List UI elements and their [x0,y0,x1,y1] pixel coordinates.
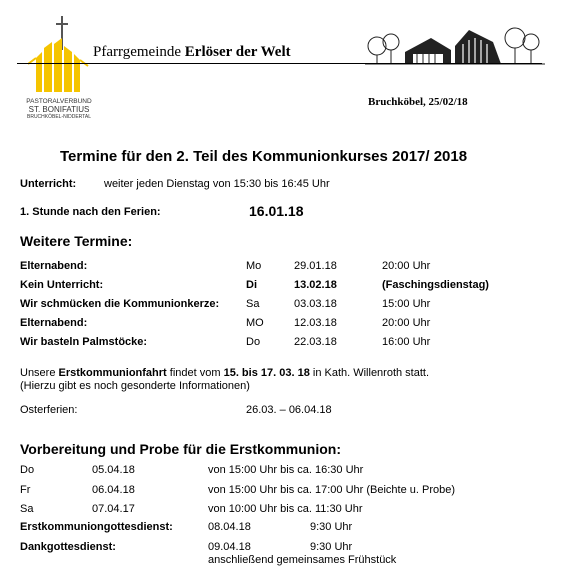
unterricht-label: Unterricht: [20,178,77,190]
event-time: 16:00 Uhr [382,336,431,348]
prep-time: von 15:00 Uhr bis ca. 16:30 Uhr [208,464,364,476]
event-date: 22.03.18 [294,336,337,348]
event-label: Kein Unterricht: [20,279,104,291]
fahrt-p5: in Kath. Willenroth statt. [309,367,430,379]
logo-line-2: ST. BONIFATIUS [28,105,90,114]
service-date: 09.04.18 [208,541,251,553]
parish-title [93,44,291,61]
prep-time: von 15:00 Uhr bis ca. 17:00 Uhr (Beichte u. Probe) [208,484,456,496]
first-lesson-date: 16.01.18 [249,203,304,219]
event-date: 13.02.18 [294,279,337,291]
prep-day: Sa [20,503,34,515]
page-title: Termine für den 2. Teil des Kommunionkurses 2017/ 2018 [60,148,468,165]
event-day: Mo [246,260,262,272]
logo-line-3: BRUCHKÖBEL-NIDDERTAL [27,114,91,120]
fahrt-line-1 [20,367,429,379]
event-time: 20:00 Uhr [382,260,431,272]
service-label: Erstkommuniongottesdienst: [20,521,173,533]
osterferien-dates: 26.03. – 06.04.18 [246,404,332,416]
place-date: Bruchköbel, 25/02/18 [368,96,468,108]
prep-date: 05.04.18 [92,464,135,476]
church-building-icon [365,24,545,66]
fahrt-p4: 15. bis 17. 03. 18 [223,367,310,379]
event-label: Wir schmücken die Kommunionkerze: [20,298,220,310]
prep-day: Fr [20,484,31,496]
prep-date: 07.04.17 [92,503,135,515]
fahrt-line-2: (Hierzu gibt es noch gesonderte Informationen) [20,380,250,392]
event-time: (Faschingsdienstag) [382,279,489,291]
header-rule [17,63,542,64]
fahrt-p3: findet vom [166,367,224,379]
event-time: 15:00 Uhr [382,298,431,310]
event-day: MO [246,317,264,329]
prep-time: von 10:00 Uhr bis ca. 11:30 Uhr [208,503,363,515]
parish-prefix: Pfarrgemeinde [93,44,182,60]
osterferien-label: Osterferien: [20,404,78,416]
service-time: 9:30 Uhr [310,521,353,533]
service-date: 08.04.18 [208,521,251,533]
event-time: 20:00 Uhr [382,317,431,329]
church-logo-icon [28,14,90,92]
prep-day: Do [20,464,35,476]
event-day: Di [246,279,257,291]
event-date: 29.01.18 [294,260,337,272]
fahrt-p2: Erstkommunionfahrt [58,367,167,379]
vorbereitung-heading: Vorbereitung und Probe für die Erstkommunion: [20,441,341,457]
weitere-heading: Weitere Termine: [20,233,133,249]
first-lesson-label: 1. Stunde nach den Ferien: [20,206,161,218]
prep-date: 06.04.18 [92,484,135,496]
event-label: Wir basteln Palmstöcke: [20,336,148,348]
logo-text [22,98,96,121]
event-label: Elternabend: [20,260,88,272]
unterricht-text: weiter jeden Dienstag von 15:30 bis 16:45 Uhr [104,178,330,190]
event-day: Sa [246,298,260,310]
event-date: 12.03.18 [294,317,337,329]
service-note: anschließend gemeinsames Frühstück [208,554,397,566]
event-label: Elternabend: [20,317,88,329]
service-label: Dankgottesdienst: [20,541,116,553]
fahrt-p1: Unsere [20,367,59,379]
service-time: 9:30 Uhr [310,541,353,553]
event-date: 03.03.18 [294,298,337,310]
logo-line-1: PASTORALVERBUND [26,98,92,105]
parish-name: Erlöser der Welt [184,44,291,60]
event-day: Do [246,336,261,348]
